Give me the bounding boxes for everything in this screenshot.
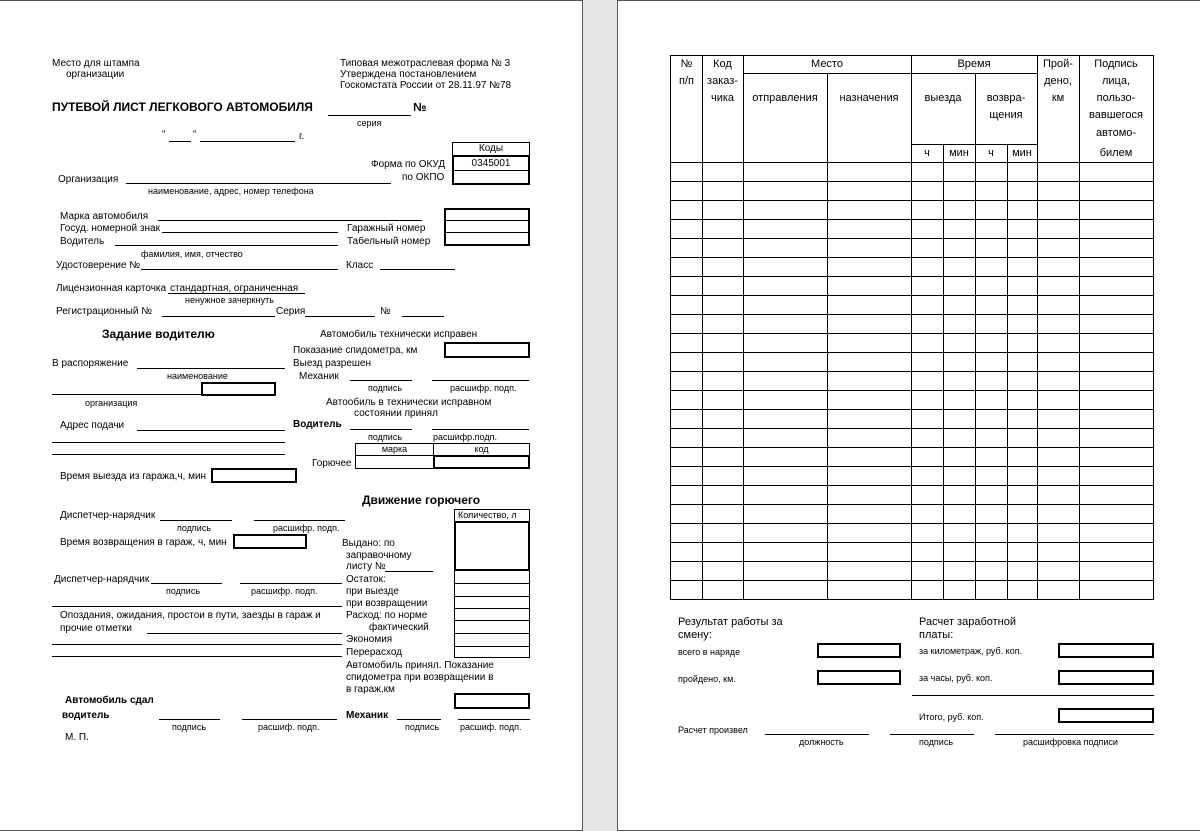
fuel-row-div-3 (454, 608, 530, 609)
col-num-header-2: п/п (679, 75, 694, 87)
col-destination-header: назначения (839, 92, 899, 104)
col-signature-header-5: автомо- (1095, 127, 1137, 139)
col-time-header: Время (957, 58, 991, 70)
delays-top-line (52, 606, 342, 607)
for-hours-label: за часы, руб. коп. (919, 673, 993, 683)
table-row[interactable] (671, 409, 1153, 410)
col-signature-header-2: лица, (1101, 75, 1131, 87)
table-row[interactable] (671, 542, 1153, 543)
at-disposal-line[interactable] (137, 368, 285, 369)
col-signature-header-1: Подпись (1094, 58, 1138, 70)
org-code-box[interactable] (201, 382, 276, 396)
date-quote-close: “ (193, 129, 197, 140)
car-brand-label: Марка автомобиля (60, 211, 149, 222)
salary-label-2: платы: (919, 629, 954, 641)
codes-divider (452, 170, 530, 171)
fuel-move-title: Движение горючего (362, 493, 481, 507)
col-signature-header-3: пользо- (1096, 92, 1136, 104)
naming-hint: наименование (167, 371, 228, 381)
handed-decode-line[interactable] (242, 719, 337, 720)
delays-label-1: Опоздания, ожидания, простои в пути, заезды в гараж и (60, 610, 321, 621)
col-code-header-2: заказ- (707, 75, 738, 87)
reg-no-line[interactable] (162, 316, 275, 317)
vehicle-codes-divider-1 (444, 220, 530, 221)
class-line[interactable] (380, 269, 455, 270)
garage-no-label: Гаражный номер (347, 223, 426, 234)
table-row[interactable] (671, 447, 1153, 448)
lic-card-value[interactable]: стандартная, ограниченная (170, 283, 299, 294)
car-received-label-1: Автомобиль принял. Показание (346, 660, 494, 671)
col-exit-hours: ч (924, 147, 930, 159)
exit-allowed-label: Выезд разрешен (293, 358, 372, 369)
address-line-2[interactable] (52, 442, 285, 443)
fuel-row-div-4 (454, 620, 530, 621)
table-row[interactable] (671, 371, 1153, 372)
issued-label-3: листу № (346, 561, 386, 572)
vehicle-codes-box[interactable] (444, 208, 530, 246)
dispatcher-2-label: Диспетчер-нарядчик (54, 574, 150, 585)
col-line-4 (911, 56, 912, 599)
car-handed-label-1: Автомобиль сдал (65, 695, 154, 706)
fuel-row-div-5 (454, 633, 530, 634)
license-label: Удостоверение № (56, 260, 141, 271)
lic-card-label: Лицензионная карточка (56, 283, 167, 294)
driver-decode-hint: расшифр.подп. (433, 432, 497, 442)
for-km-label: за километраж, руб. коп. (919, 646, 1023, 656)
codes-header: Коды (452, 142, 530, 156)
table-row[interactable] (671, 276, 1153, 277)
mechanic-decode-hint: расшифр. подп. (450, 383, 517, 393)
result-label-1: Результат работы за (678, 616, 783, 628)
delays-line-2[interactable] (52, 644, 342, 645)
for-hours-box[interactable] (1058, 670, 1154, 685)
total-in-order-box[interactable] (817, 643, 901, 658)
address-line-3[interactable] (52, 454, 285, 455)
fuel-code-box[interactable] (433, 455, 530, 469)
passed-km-label: пройдено, км. (678, 674, 736, 684)
departure-time-box[interactable] (211, 468, 297, 483)
lic-card-line (168, 293, 305, 294)
table-row[interactable] (671, 162, 1153, 163)
task-title: Задание водителю (102, 327, 215, 341)
table-row[interactable] (671, 333, 1153, 334)
car-brand-line[interactable] (158, 220, 422, 221)
car-accepted-label-2: состоянии принял (354, 408, 438, 419)
table-row[interactable] (671, 238, 1153, 239)
org-line[interactable] (52, 394, 202, 395)
return-time-label: Время возвращения в гараж, ч, мин (60, 537, 227, 548)
organization-hint: наименование, адрес, номер телефона (148, 186, 314, 196)
mechanic-label: Механик (299, 371, 339, 382)
form-type-label: Типовая межотраслевая форма № 3 (340, 58, 511, 69)
plate-line[interactable] (162, 232, 338, 233)
lic-card-hint: ненужное зачеркнуть (185, 295, 274, 305)
reg-no-label: Регистрационный № (56, 306, 152, 317)
issued-box[interactable] (454, 521, 530, 571)
okud-label: Форма по ОКУД (371, 159, 446, 170)
mechanic-final-decode-line[interactable] (458, 719, 530, 720)
at-departure-label: при выезде (346, 586, 399, 597)
delays-line-1[interactable] (147, 633, 342, 634)
number-sign: № (413, 100, 427, 114)
license-line[interactable] (141, 269, 338, 270)
col-distance-header-1: Прой- (1043, 58, 1073, 70)
driver-sign-hint: подпись (368, 432, 403, 442)
dispatcher-1-sign-hint: подпись (177, 523, 212, 533)
org-hint: организация (85, 398, 138, 408)
car-accepted-label-1: Автообиль в технически исправном (326, 397, 492, 408)
table-row[interactable] (671, 485, 1153, 486)
reg-series-line[interactable] (305, 316, 375, 317)
calc-by-label: Расчет произвел (678, 725, 748, 735)
col-line-8 (1037, 56, 1038, 599)
col-num-header-1: № (680, 58, 693, 70)
for-km-box[interactable] (1058, 643, 1154, 658)
return-odometer-box[interactable] (454, 693, 530, 709)
position-hint: должность (799, 737, 844, 747)
table-row[interactable] (671, 466, 1153, 467)
handed-sign-line[interactable] (159, 719, 220, 720)
table-row[interactable] (671, 504, 1153, 505)
calc-decode-line[interactable] (995, 734, 1154, 735)
driver-label: Водитель (60, 236, 105, 247)
remain-label: Остаток: (346, 574, 386, 585)
col-code-header-1: Код (713, 58, 732, 70)
organization-label: Организация (58, 174, 119, 185)
col-distance-header-2: дено, (1044, 75, 1072, 87)
dispatcher-2-decode-hint: расшифр. подп. (251, 586, 318, 596)
salary-divider (912, 695, 1154, 696)
fuel-brand-cell[interactable] (355, 455, 434, 469)
waybill-front-page (0, 0, 583, 831)
at-disposal-label: В распоряжение (52, 358, 129, 369)
table-row[interactable] (671, 219, 1153, 220)
delays-label-2: прочие отметки (60, 623, 133, 634)
header-line-1 (743, 73, 1037, 74)
address-label: Адрес подачи (60, 420, 125, 431)
fuel-code-header: код (433, 443, 530, 456)
table-row[interactable] (671, 200, 1153, 201)
dispatcher-1-sign-line[interactable] (160, 520, 232, 521)
driver-bold-label: Водитель (293, 419, 342, 430)
col-line-3 (827, 73, 828, 599)
mechanic-sign-line[interactable] (350, 380, 412, 381)
calc-position-line[interactable] (765, 734, 869, 735)
driver-line[interactable] (115, 245, 338, 246)
col-signature-header-4: вавшегося (1089, 109, 1143, 121)
date-quote-open: “ (162, 129, 166, 140)
table-row[interactable] (671, 352, 1153, 353)
reg-num-line[interactable] (402, 316, 444, 317)
date-year-label: г. (299, 131, 305, 142)
at-return-label: при возвращении (346, 598, 428, 609)
organization-line[interactable] (126, 183, 391, 184)
col-place-header: Место (811, 58, 843, 70)
series-hint: серия (357, 118, 382, 128)
driver-hint: фамилия, имя, отчество (141, 249, 243, 259)
form-approved-by-label: Госкомстата России от 28.11.97 №78 (340, 80, 512, 91)
tab-no-label: Табельный номер (347, 236, 431, 247)
mp-label: М. П. (65, 732, 89, 743)
table-row[interactable] (671, 523, 1153, 524)
salary-label-1: Расчет заработной (919, 616, 1016, 628)
fuel-label: Горючее (312, 458, 352, 469)
plate-label: Госуд. номерной знак (60, 223, 160, 234)
table-row[interactable] (671, 181, 1153, 182)
total-rub-label: Итого, руб. коп. (919, 712, 984, 722)
form-approved-label: Утверждена постановлением (340, 69, 477, 80)
issued-sheet-line[interactable] (385, 571, 433, 572)
issued-label-2: заправочному (346, 550, 412, 561)
mechanic-decode-line[interactable] (432, 380, 529, 381)
address-line-1[interactable] (137, 430, 285, 431)
overrun-label: Перерасход (346, 647, 403, 658)
col-code-header-3: чика (710, 92, 735, 104)
col-distance-header-3: км (1051, 92, 1065, 104)
col-line-2 (743, 56, 744, 599)
class-label: Класс (346, 260, 374, 271)
dispatcher-1-label: Диспетчер-нарядчик (60, 510, 156, 521)
table-row[interactable] (671, 390, 1153, 391)
okpo-label: по ОКПО (402, 172, 445, 183)
mechanic-bold-label: Механик (346, 710, 389, 721)
trips-table (670, 55, 1154, 600)
fuel-row-div-1 (454, 583, 530, 584)
dispatcher-2-sign-hint: подпись (166, 586, 201, 596)
return-time-box[interactable] (233, 534, 307, 549)
total-rub-box[interactable] (1058, 708, 1154, 723)
passed-km-box[interactable] (817, 670, 901, 685)
car-ok-label: Автомобиль технически исправен (320, 329, 478, 340)
col-signature-header-6: билем (1099, 147, 1133, 159)
col-exit-minutes: мин (949, 147, 969, 159)
economy-label: Экономия (346, 634, 393, 645)
stamp-org-label: организации (66, 69, 125, 80)
mechanic-sign-hint: подпись (368, 383, 403, 393)
result-label-2: смену: (678, 629, 712, 641)
actual-label: фактический (369, 622, 429, 633)
mechanic-final-decode-hint: расшиф. подп. (460, 722, 522, 732)
okud-value[interactable]: 0345001 (471, 158, 511, 169)
total-in-order-label: всего в наряде (678, 647, 741, 657)
mechanic-final-sign-line[interactable] (397, 719, 441, 720)
table-row[interactable] (671, 257, 1153, 258)
fuel-row-div-2 (454, 596, 530, 597)
odometer-label: Показание спидометра, км (293, 345, 418, 356)
col-return-header-2: щения (989, 109, 1023, 121)
fuel-brand-header: марка (355, 443, 434, 456)
handed-sign-hint: подпись (172, 722, 207, 732)
handed-decode-hint: расшиф. подп. (258, 722, 320, 732)
odometer-box[interactable] (444, 342, 530, 358)
sign-hint: подпись (919, 737, 954, 747)
car-handed-label-2: водитель (62, 710, 110, 721)
dispatcher-1-decode-hint: расшифр. подп. (273, 523, 340, 533)
dispatcher-2-sign-line[interactable] (151, 583, 222, 584)
dispatcher-1-decode-line[interactable] (254, 520, 345, 521)
consumption-label: Расход: по норме (346, 610, 428, 621)
vehicle-codes-divider-2 (444, 232, 530, 233)
table-row[interactable] (671, 561, 1153, 562)
sig-decode-hint: расшифровка подписи (1023, 737, 1118, 747)
date-day-line[interactable] (169, 141, 191, 142)
departure-time-label: Время выезда из гаража,ч, мин (60, 471, 207, 482)
car-received-label-2: спидометра при возвращении в (346, 672, 494, 683)
table-row[interactable] (671, 314, 1153, 315)
date-month-line[interactable] (200, 141, 295, 142)
calc-sign-line[interactable] (890, 734, 974, 735)
col-return-header-1: возвра- (986, 92, 1026, 104)
table-row[interactable] (671, 428, 1153, 429)
table-row[interactable] (671, 580, 1153, 581)
car-received-label-3: в гараж,км (346, 684, 395, 695)
quantity-header: Количество, л (454, 509, 530, 522)
reg-series-label: Серия (276, 306, 306, 317)
mechanic-final-sign-hint: подпись (405, 722, 440, 732)
col-return-minutes: мин (1012, 147, 1032, 159)
delays-line-3[interactable] (52, 656, 342, 657)
col-return-hours: ч (988, 147, 994, 159)
series-line[interactable] (328, 115, 411, 116)
col-exit-header: выезда (924, 92, 962, 104)
waybill-back-page (617, 0, 1200, 831)
fuel-row-div-6 (454, 646, 530, 647)
page-title: ПУТЕВОЙ ЛИСТ ЛЕГКОВОГО АВТОМОБИЛЯ (52, 100, 313, 114)
col-departure-header: отправления (752, 92, 818, 104)
reg-num-label: № (380, 306, 391, 317)
table-row[interactable] (671, 295, 1153, 296)
dispatcher-2-decode-line[interactable] (240, 583, 342, 584)
driver-sign-line[interactable] (350, 429, 412, 430)
stamp-place-label: Место для штампа (52, 58, 140, 69)
issued-label-1: Выдано: по (342, 538, 395, 549)
col-line-1 (702, 56, 703, 599)
driver-decode-line[interactable] (432, 429, 529, 430)
